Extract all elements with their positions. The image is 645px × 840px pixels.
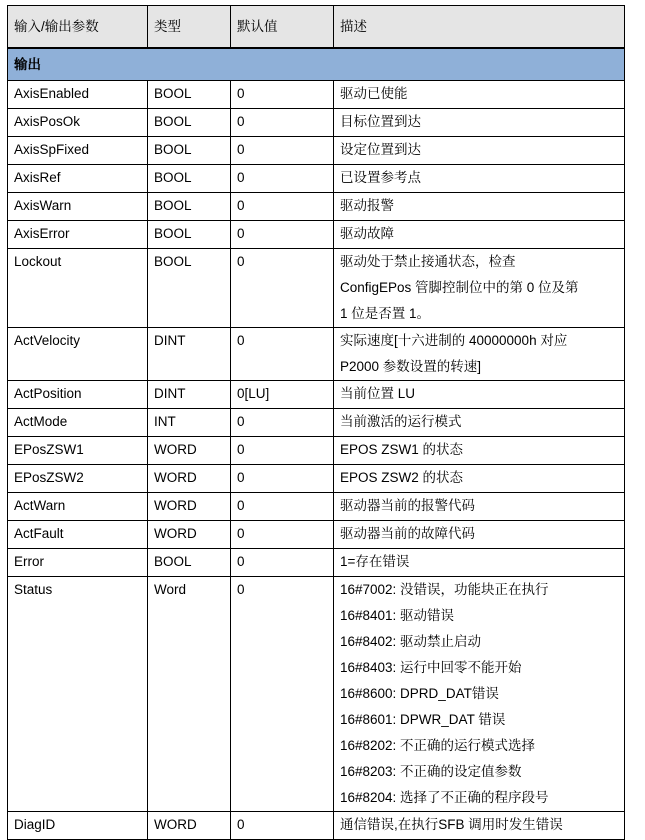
cell-parameter-type: BOOL	[148, 165, 231, 193]
table-row	[8, 521, 625, 549]
cell-parameter-default: 0	[231, 165, 334, 193]
cell-parameter-default: 0	[231, 465, 334, 493]
cell-parameter-default: 0	[231, 493, 334, 521]
cell-parameter-name: AxisRef	[8, 165, 148, 193]
cell-parameter-description	[334, 137, 625, 165]
cell-parameter-type: INT	[148, 409, 231, 437]
cell-parameter-description	[334, 493, 625, 521]
cell-parameter-type: WORD	[148, 437, 231, 465]
cell-parameter-default: 0	[231, 577, 334, 812]
cell-parameter-default: 0	[231, 137, 334, 165]
table-body	[8, 48, 625, 840]
cell-parameter-name: Lockout	[8, 249, 148, 328]
cell-parameter-default: 0	[231, 328, 334, 381]
table-row	[8, 81, 625, 109]
cell-parameter-type: DINT	[148, 381, 231, 409]
table-row	[8, 381, 625, 409]
description-line: 当前位置 LU	[340, 386, 416, 401]
cell-parameter-default: 0	[231, 109, 334, 137]
cell-parameter-description	[334, 193, 625, 221]
table-row	[8, 328, 625, 381]
cell-parameter-name: Status	[8, 577, 148, 812]
table-row	[8, 137, 625, 165]
cell-parameter-description	[334, 521, 625, 549]
cell-parameter-type: WORD	[148, 521, 231, 549]
description-line: 16#8202: 不正确的运行模式选择	[340, 738, 536, 753]
table-row	[8, 437, 625, 465]
description-line: 驱动报警	[340, 198, 394, 213]
cell-parameter-type: BOOL	[148, 193, 231, 221]
cell-parameter-name: AxisSpFixed	[8, 137, 148, 165]
cell-parameter-description	[334, 109, 625, 137]
cell-parameter-name: ActPosition	[8, 381, 148, 409]
cell-parameter-type: BOOL	[148, 109, 231, 137]
cell-parameter-type: Word	[148, 577, 231, 812]
cell-parameter-name: EPosZSW2	[8, 465, 148, 493]
cell-parameter-default: 0	[231, 81, 334, 109]
cell-parameter-name: ActFault	[8, 521, 148, 549]
description-line: 16#8203: 不正确的设定值参数	[340, 764, 522, 779]
cell-parameter-name: AxisError	[8, 221, 148, 249]
cell-parameter-name: AxisPosOk	[8, 109, 148, 137]
cell-parameter-type: WORD	[148, 493, 231, 521]
section-row-output	[8, 48, 625, 81]
description-line: 目标位置到达	[340, 114, 421, 129]
cell-parameter-name: DiagID	[8, 812, 148, 840]
cell-parameter-type: WORD	[148, 465, 231, 493]
cell-parameter-default: 0	[231, 812, 334, 840]
description-line: EPOS ZSW1 的状态	[340, 442, 464, 457]
description-line: 当前激活的运行模式	[340, 414, 462, 429]
cell-parameter-description	[334, 165, 625, 193]
description-line: 已设置参考点	[340, 170, 421, 185]
cell-parameter-type: BOOL	[148, 137, 231, 165]
description-line: 16#8204: 选择了不正确的程序段号	[340, 790, 549, 805]
cell-parameter-default: 0	[231, 249, 334, 328]
description-line: 驱动处于禁止接通状态，检查	[340, 254, 516, 269]
cell-parameter-name: AxisWarn	[8, 193, 148, 221]
table-header-row	[8, 6, 625, 49]
cell-parameter-type: BOOL	[148, 249, 231, 328]
cell-parameter-description	[334, 812, 625, 840]
description-line: 16#7002: 没错误，功能块正在执行	[340, 582, 549, 597]
description-line: 通信错误,在执行SFB 调用时发生错误	[340, 817, 563, 832]
description-line: 实际速度[十六进制的 40000000h 对应	[340, 333, 568, 348]
description-line: 1=存在错误	[340, 554, 410, 569]
cell-parameter-description	[334, 437, 625, 465]
cell-parameter-name: AxisEnabled	[8, 81, 148, 109]
column-header-description: 描述	[334, 6, 625, 49]
table-row	[8, 221, 625, 249]
cell-parameter-description	[334, 81, 625, 109]
description-line: 1 位是否置 1。	[340, 306, 431, 321]
cell-parameter-default: 0	[231, 521, 334, 549]
cell-parameter-description	[334, 249, 625, 328]
table-row	[8, 109, 625, 137]
description-line: 设定位置到达	[340, 142, 421, 157]
table-row	[8, 812, 625, 840]
cell-parameter-name: Error	[8, 549, 148, 577]
cell-parameter-type: BOOL	[148, 81, 231, 109]
table-row	[8, 193, 625, 221]
cell-parameter-name: ActWarn	[8, 493, 148, 521]
column-header-default: 默认值	[231, 6, 334, 49]
cell-parameter-default: 0	[231, 437, 334, 465]
table-row	[8, 493, 625, 521]
column-header-name: 输入/输出参数	[8, 6, 148, 49]
cell-parameter-description	[334, 221, 625, 249]
table-row	[8, 249, 625, 328]
description-line: 驱动故障	[340, 226, 394, 241]
description-line: 16#8403: 运行中回零不能开始	[340, 660, 522, 675]
table-row	[8, 409, 625, 437]
cell-parameter-default: 0	[231, 221, 334, 249]
cell-parameter-name: ActVelocity	[8, 328, 148, 381]
description-line: 16#8601: DPWR_DAT 错误	[340, 712, 506, 727]
description-line: 驱动器当前的故障代码	[340, 526, 475, 541]
cell-parameter-description	[334, 381, 625, 409]
cell-parameter-default: 0	[231, 409, 334, 437]
table-row	[8, 577, 625, 812]
description-line: 16#8600: DPRD_DAT错误	[340, 686, 499, 701]
cell-parameter-description	[334, 577, 625, 812]
cell-parameter-description	[334, 549, 625, 577]
parameter-table	[7, 5, 625, 840]
cell-parameter-type: DINT	[148, 328, 231, 381]
table-row	[8, 165, 625, 193]
cell-parameter-default: 0	[231, 193, 334, 221]
cell-parameter-default: 0	[231, 549, 334, 577]
cell-parameter-type: WORD	[148, 812, 231, 840]
description-line: P2000 参数设置的转速]	[340, 359, 482, 374]
description-line: 16#8402: 驱动禁止启动	[340, 634, 482, 649]
table-head	[8, 6, 625, 49]
table-row	[8, 465, 625, 493]
table-row	[8, 549, 625, 577]
cell-parameter-type: BOOL	[148, 549, 231, 577]
section-label: 输出	[8, 48, 625, 81]
cell-parameter-name: ActMode	[8, 409, 148, 437]
description-line: 16#8401: 驱动错误	[340, 608, 455, 623]
cell-parameter-name: EPosZSW1	[8, 437, 148, 465]
cell-parameter-description	[334, 409, 625, 437]
cell-parameter-description	[334, 465, 625, 493]
description-line: 驱动器当前的报警代码	[340, 498, 475, 513]
description-line: ConfigEPos 管脚控制位中的第 0 位及第	[340, 280, 579, 295]
column-header-type: 类型	[148, 6, 231, 49]
cell-parameter-default: 0[LU]	[231, 381, 334, 409]
description-line: EPOS ZSW2 的状态	[340, 470, 464, 485]
description-line: 驱动已使能	[340, 86, 408, 101]
cell-parameter-type: BOOL	[148, 221, 231, 249]
cell-parameter-description	[334, 328, 625, 381]
